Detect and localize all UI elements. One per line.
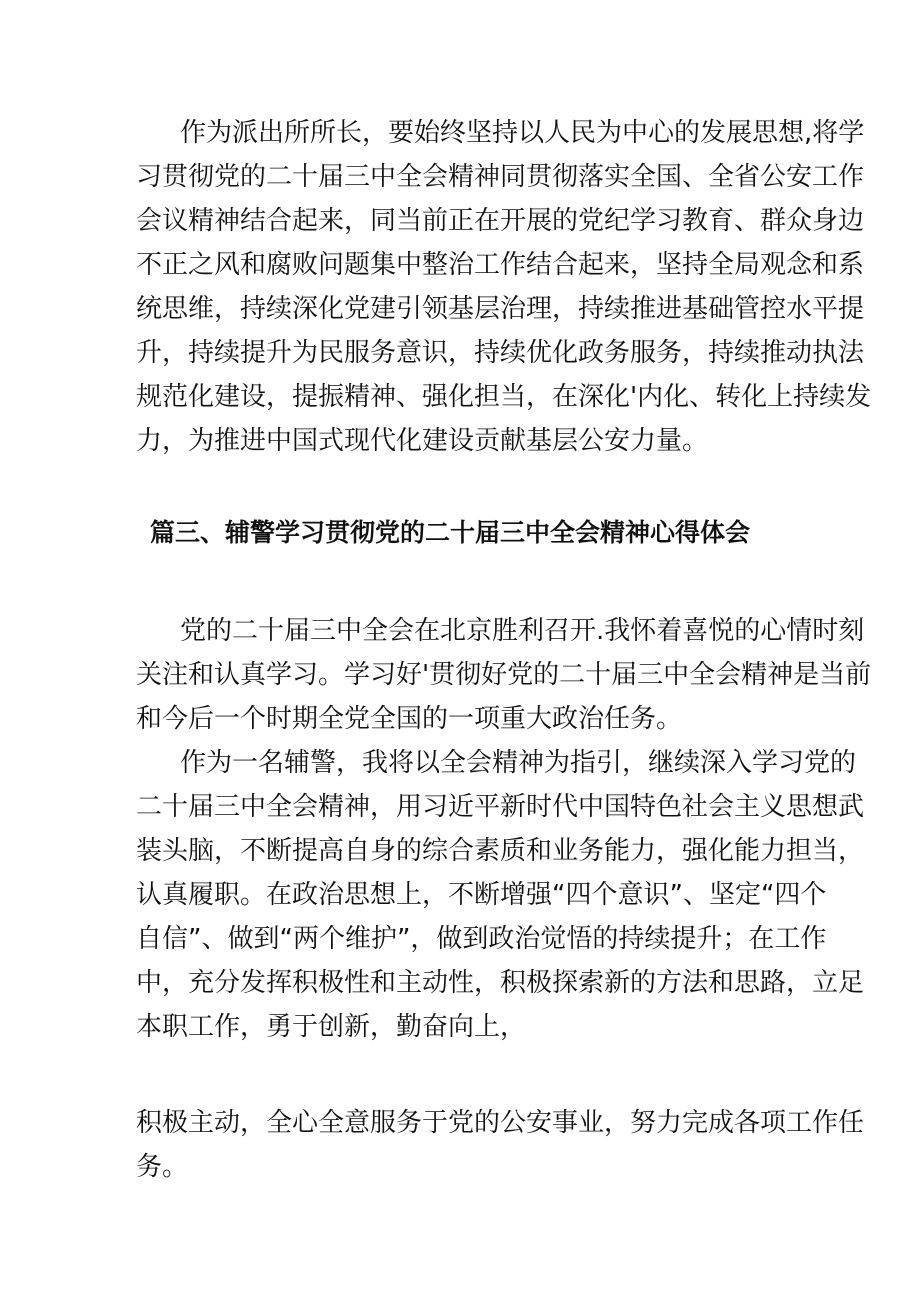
paragraph-4-line-1: 积极主动，全心全意服务于党的公安事业，努力完成各项工作任: [136, 1108, 865, 1138]
paragraph-1-line-5: 统思维，持续深化党建引领基层治理，持续推进基础管控水平提: [136, 294, 865, 324]
paragraph-1-line-6: 升，持续提升为民服务意识，持续优化政务服务，持续推动执法: [136, 338, 865, 368]
paragraph-3-line-5: 自信”、做到“两个维护”，做到政治觉悟的持续提升；在工作: [136, 924, 827, 954]
paragraph-2-line-1: 党的二十届三中全会在北京胜利召开.我怀着喜悦的心情时刻: [180, 616, 865, 646]
paragraph-1-line-7: 规范化建设，提振精神、强化担当，在深化'内化、转化上持续发: [136, 382, 872, 412]
paragraph-4-line-2: 务。: [136, 1152, 189, 1182]
section-heading: 篇三、辅警学习贯彻党的二十届三中全会精神心得体会: [150, 518, 751, 547]
paragraph-1-line-1: 作为派出所所长，要始终坚持以人民为中心的发展思想,将学: [180, 118, 865, 148]
paragraph-3-line-3: 装头脑，不断提高自身的综合素质和业务能力，强化能力担当，: [136, 836, 865, 866]
paragraph-1-line-3: 会议精神结合起来，同当前正在开展的党纪学习教育、群众身边: [136, 206, 865, 236]
paragraph-3-line-7: 本职工作，勇于创新，勤奋向上，: [136, 1012, 527, 1042]
paragraph-3-line-4: 认真履职。在政治思想上，不断增强“四个意识”、坚定“四个: [136, 880, 827, 910]
paragraph-1-line-8: 力，为推进中国式现代化建设贡献基层公安力量。: [136, 426, 709, 456]
paragraph-3-line-6: 中，充分发挥积极性和主动性，积极探索新的方法和思路，立足: [136, 968, 865, 998]
paragraph-1-line-4: 不正之风和腐败问题集中整治工作结合起来，坚持全局观念和系: [136, 250, 865, 280]
paragraph-2-line-2: 关注和认真学习。学习好'贯彻好党的二十届三中全会精神是当前: [136, 660, 872, 690]
paragraph-3-line-2: 二十届三中全会精神，用习近平新时代中国特色社会主义思想武: [136, 792, 865, 822]
paragraph-2-line-3: 和今后一个时期全党全国的一项重大政治任务。: [136, 704, 683, 734]
paragraph-1-line-2: 习贯彻党的二十届三中全会精神同贯彻落实全国、全省公安工作: [136, 162, 865, 192]
paragraph-3-line-1: 作为一名辅警，我将以全会精神为指引，继续深入学习党的: [180, 748, 857, 778]
